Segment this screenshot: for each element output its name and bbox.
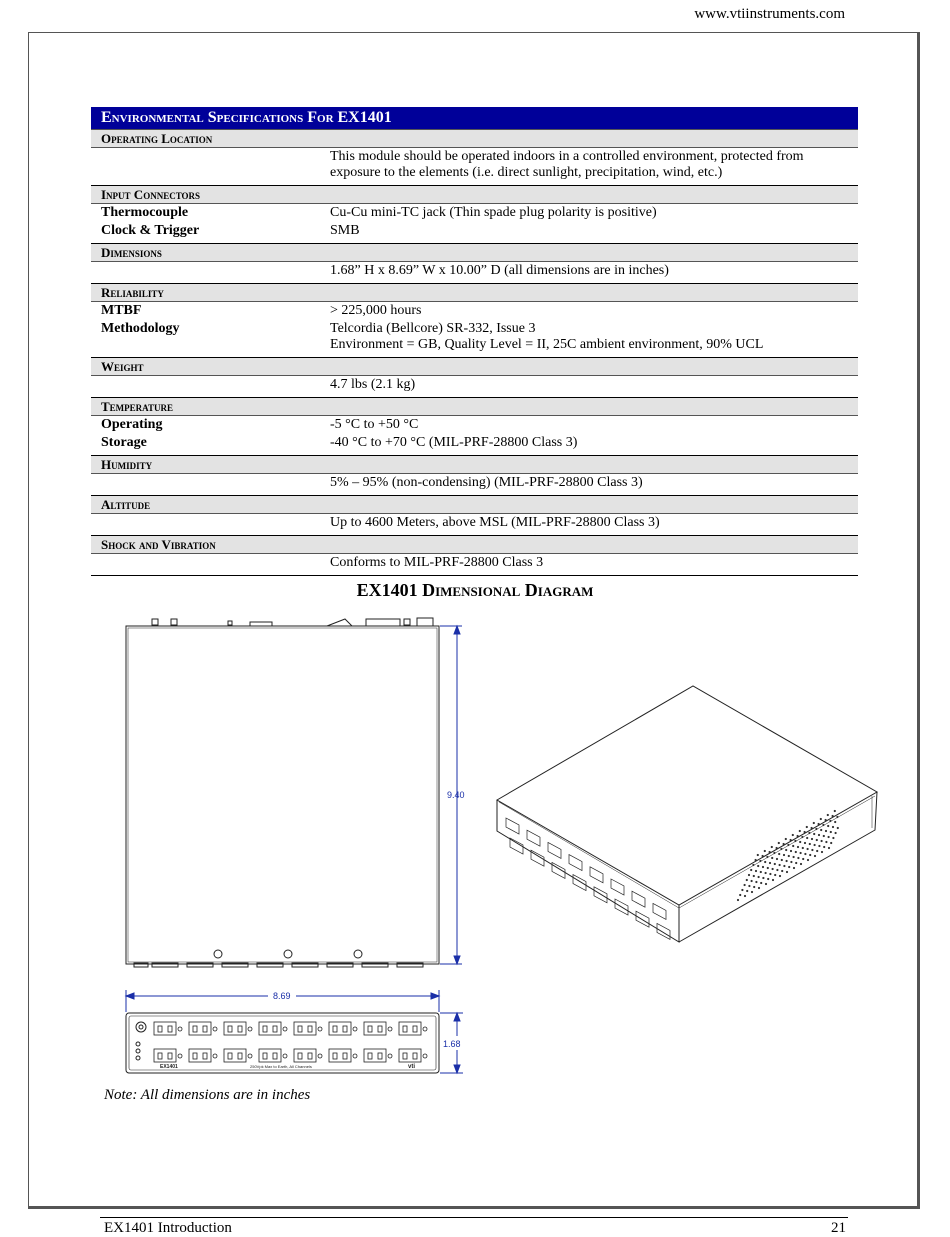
vent-hole bbox=[790, 839, 792, 841]
vent-hole bbox=[806, 837, 808, 839]
vent-hole bbox=[762, 866, 764, 868]
vent-hole bbox=[788, 866, 790, 868]
vent-hole bbox=[755, 881, 757, 883]
vent-hole bbox=[753, 875, 755, 877]
vent-hole bbox=[807, 859, 809, 861]
thermocouple-jack bbox=[329, 1022, 357, 1035]
spec-section-title: Reliability bbox=[91, 284, 858, 302]
vent-hole bbox=[769, 873, 771, 875]
vent-hole bbox=[814, 855, 816, 857]
panel-warning-text: 250Vpk Max to Earth, All Channels bbox=[250, 1064, 312, 1069]
vent-hole bbox=[827, 825, 829, 827]
vent-hole bbox=[790, 861, 792, 863]
vent-hole bbox=[760, 871, 762, 873]
vent-hole bbox=[778, 853, 780, 855]
vent-hole bbox=[797, 846, 799, 848]
thermocouple-jack bbox=[294, 1022, 322, 1035]
spec-value bbox=[318, 320, 858, 358]
spec-table-title: Environmental Specifications For EX1401 bbox=[91, 107, 858, 129]
vent-hole bbox=[829, 820, 831, 822]
vent-hole bbox=[802, 847, 804, 849]
spec-value bbox=[318, 222, 858, 244]
spec-value bbox=[318, 434, 858, 456]
spec-value-line: SMB bbox=[330, 223, 360, 238]
vent-hole bbox=[793, 856, 795, 858]
spec-row bbox=[91, 474, 858, 496]
vent-hole bbox=[815, 828, 817, 830]
vent-hole bbox=[785, 838, 787, 840]
vent-hole bbox=[762, 855, 764, 857]
top-view-outline bbox=[126, 618, 439, 967]
vent-hole bbox=[767, 878, 769, 880]
spec-value-line: Conforms to MIL-PRF-28800 Class 3 bbox=[330, 555, 544, 570]
spec-value-line: This module should be operated indoors in a controlled environment, protected from bbox=[330, 149, 804, 164]
vent-hole bbox=[785, 849, 787, 851]
vent-hole bbox=[832, 815, 834, 817]
panel-brand-text: vti bbox=[408, 1064, 416, 1070]
spec-row bbox=[91, 302, 858, 321]
spec-section-title: Temperature bbox=[91, 398, 858, 416]
vent-hole bbox=[788, 855, 790, 857]
isometric-jack bbox=[527, 830, 540, 846]
vent-hole bbox=[797, 857, 799, 859]
diagram-title: EX1401 Dimensional Diagram bbox=[356, 580, 594, 600]
panel-model-text: EX1401 bbox=[160, 1064, 178, 1070]
vent-hole bbox=[816, 839, 818, 841]
spec-label: Methodology bbox=[91, 320, 318, 358]
vent-hole bbox=[811, 827, 813, 829]
thermocouple-jack bbox=[399, 1049, 427, 1062]
depth-label: 9.40 bbox=[447, 790, 465, 800]
spec-value bbox=[318, 302, 858, 321]
spec-section-header bbox=[91, 244, 858, 262]
vent-hole bbox=[804, 842, 806, 844]
vent-hole bbox=[801, 836, 803, 838]
spec-row bbox=[91, 514, 858, 536]
vent-hole bbox=[781, 870, 783, 872]
spec-value bbox=[318, 474, 858, 496]
thermocouple-jack bbox=[189, 1049, 217, 1062]
spec-label: Clock & Trigger bbox=[91, 222, 318, 244]
vent-hole bbox=[797, 835, 799, 837]
spec-section-title: Dimensions bbox=[91, 244, 858, 262]
spec-value bbox=[318, 416, 858, 435]
vent-hole bbox=[755, 870, 757, 872]
vent-hole bbox=[832, 826, 834, 828]
vent-hole bbox=[811, 838, 813, 840]
vent-hole bbox=[795, 862, 797, 864]
spec-row bbox=[91, 376, 858, 398]
vent-hole bbox=[804, 831, 806, 833]
spec-label: MTBF bbox=[101, 303, 142, 318]
vent-hole bbox=[776, 858, 778, 860]
page-number: 21 bbox=[831, 1220, 846, 1236]
vent-hole bbox=[762, 877, 764, 879]
isometric-jack bbox=[590, 867, 603, 883]
vent-hole bbox=[790, 850, 792, 852]
vent-hole bbox=[837, 827, 839, 829]
vent-hole bbox=[794, 840, 796, 842]
spec-label bbox=[91, 148, 318, 186]
spec-value-line: exposure to the elements (i.e. direct sunlight, precipitation, wind, etc.) bbox=[330, 165, 723, 180]
spec-label: Storage bbox=[91, 434, 318, 456]
spec-table bbox=[91, 129, 858, 576]
vent-hole bbox=[753, 886, 755, 888]
vent-hole bbox=[821, 851, 823, 853]
thermocouple-jack bbox=[224, 1022, 252, 1035]
vent-hole bbox=[820, 818, 822, 820]
vent-hole bbox=[744, 884, 746, 886]
spec-row bbox=[91, 554, 858, 576]
spec-section-title: Humidity bbox=[91, 456, 858, 474]
vent-hole bbox=[800, 863, 802, 865]
spec-value-line: -40 °C to +70 °C (MIL-PRF-28800 Class 3) bbox=[330, 435, 578, 450]
vent-hole bbox=[821, 840, 823, 842]
spec-value-line: Cu-Cu mini-TC jack (Thin spade plug polarity is positive) bbox=[330, 205, 657, 220]
vent-hole bbox=[792, 845, 794, 847]
spec-row bbox=[91, 434, 858, 456]
vent-hole bbox=[802, 858, 804, 860]
isometric-jack bbox=[632, 891, 645, 907]
vent-hole bbox=[793, 867, 795, 869]
vent-hole bbox=[779, 875, 781, 877]
thermocouple-jack bbox=[224, 1049, 252, 1062]
vent-hole bbox=[767, 867, 769, 869]
vent-hole bbox=[760, 882, 762, 884]
vent-hole bbox=[807, 848, 809, 850]
spec-value bbox=[318, 376, 858, 398]
spec-section-title: Altitude bbox=[91, 496, 858, 514]
spec-label bbox=[91, 554, 318, 576]
vent-hole bbox=[776, 847, 778, 849]
spec-value bbox=[318, 204, 858, 223]
spec-section-header bbox=[91, 186, 858, 204]
isometric-jack bbox=[594, 887, 607, 903]
vent-hole bbox=[755, 859, 757, 861]
spec-row bbox=[91, 204, 858, 223]
spec-value-line: 1.68” H x 8.69” W x 10.00” D (all dimensions are in inches) bbox=[330, 263, 669, 278]
vent-hole bbox=[781, 859, 783, 861]
vent-hole bbox=[744, 895, 746, 897]
vent-hole bbox=[757, 865, 759, 867]
spec-section-title: Shock and Vibration bbox=[91, 536, 858, 554]
vent-hole bbox=[746, 879, 748, 881]
vent-hole bbox=[774, 874, 776, 876]
spec-label bbox=[91, 262, 318, 284]
vent-hole bbox=[751, 880, 753, 882]
spec-label bbox=[91, 514, 318, 536]
spec-section-header bbox=[91, 358, 858, 376]
footer-rule bbox=[100, 1217, 848, 1218]
isometric-jack bbox=[506, 818, 519, 834]
vent-hole bbox=[832, 837, 834, 839]
vent-hole bbox=[830, 831, 832, 833]
vent-hole bbox=[827, 814, 829, 816]
vent-hole bbox=[748, 874, 750, 876]
width-label: 8.69 bbox=[273, 991, 291, 1001]
vent-hole bbox=[764, 861, 766, 863]
spec-value-line: Telcordia (Bellcore) SR-332, Issue 3 bbox=[330, 321, 536, 336]
vent-hole bbox=[771, 857, 773, 859]
thermocouple-jack bbox=[364, 1049, 392, 1062]
thermocouple-jack bbox=[259, 1022, 287, 1035]
spec-row bbox=[91, 416, 858, 435]
spec-value-line: -5 °C to +50 °C bbox=[330, 417, 419, 432]
vent-hole bbox=[786, 860, 788, 862]
isometric-jack bbox=[611, 879, 624, 895]
vent-hole bbox=[758, 887, 760, 889]
vent-hole bbox=[766, 856, 768, 858]
isometric-jack bbox=[653, 903, 666, 919]
vent-hole bbox=[811, 849, 813, 851]
vent-hole bbox=[765, 883, 767, 885]
spec-label: Thermocouple bbox=[101, 205, 189, 220]
vent-hole bbox=[823, 835, 825, 837]
vent-hole bbox=[758, 876, 760, 878]
vent-hole bbox=[818, 823, 820, 825]
vent-hole bbox=[834, 821, 836, 823]
spec-section-header bbox=[91, 496, 858, 514]
vent-hole bbox=[741, 889, 743, 891]
vent-hole bbox=[783, 843, 785, 845]
isometric-jack bbox=[569, 855, 582, 871]
vent-hole bbox=[806, 826, 808, 828]
vent-hole bbox=[748, 885, 750, 887]
vent-hole bbox=[759, 860, 761, 862]
spec-value-line: 4.7 lbs (2.1 kg) bbox=[330, 377, 416, 392]
isometric-jack bbox=[573, 875, 586, 891]
isometric-jack bbox=[552, 862, 565, 878]
spec-section-header bbox=[91, 536, 858, 554]
vent-hole bbox=[813, 822, 815, 824]
vent-hole bbox=[825, 819, 827, 821]
spec-section-title: Weight bbox=[91, 358, 858, 376]
spec-section-header bbox=[91, 284, 858, 302]
vent-hole bbox=[750, 869, 752, 871]
vent-hole bbox=[752, 864, 754, 866]
front-panel-jacks bbox=[154, 1022, 427, 1062]
thermocouple-jack bbox=[294, 1049, 322, 1062]
vent-hole bbox=[795, 851, 797, 853]
spec-label bbox=[91, 376, 318, 398]
thermocouple-jack bbox=[364, 1022, 392, 1035]
vent-hole bbox=[737, 899, 739, 901]
vent-hole bbox=[765, 872, 767, 874]
vent-hole bbox=[786, 871, 788, 873]
spec-value-line: 5% – 95% (non-condensing) (MIL-PRF-28800 Class 3) bbox=[330, 475, 643, 490]
spec-row bbox=[91, 320, 858, 358]
vent-hole bbox=[823, 846, 825, 848]
vent-hole bbox=[825, 830, 827, 832]
thermocouple-jack bbox=[189, 1022, 217, 1035]
spec-section-title: Operating Location bbox=[91, 130, 858, 148]
vent-hole bbox=[818, 834, 820, 836]
spec-section-header bbox=[91, 398, 858, 416]
thermocouple-jack bbox=[154, 1022, 182, 1035]
vent-hole bbox=[764, 850, 766, 852]
isometric-jack bbox=[657, 923, 670, 939]
vent-hole bbox=[813, 833, 815, 835]
isometric-vent-holes bbox=[737, 810, 839, 901]
spec-row bbox=[91, 222, 858, 244]
vent-hole bbox=[809, 843, 811, 845]
vent-hole bbox=[774, 863, 776, 865]
vent-hole bbox=[773, 852, 775, 854]
vent-hole bbox=[808, 832, 810, 834]
vent-hole bbox=[772, 879, 774, 881]
vent-hole bbox=[822, 824, 824, 826]
spec-section-header bbox=[91, 456, 858, 474]
spec-section-title: Input Connectors bbox=[91, 186, 858, 204]
spec-row bbox=[91, 262, 858, 284]
vent-hole bbox=[809, 854, 811, 856]
vent-hole bbox=[804, 853, 806, 855]
isometric-view bbox=[497, 686, 877, 942]
spec-label: Operating bbox=[101, 417, 163, 432]
spec-value bbox=[318, 554, 858, 576]
spec-section-header bbox=[91, 130, 858, 148]
vent-hole bbox=[739, 894, 741, 896]
diagram-note: Note: All dimensions are in inches bbox=[104, 1087, 311, 1103]
vent-hole bbox=[769, 851, 771, 853]
vent-hole bbox=[787, 844, 789, 846]
isometric-jack bbox=[548, 842, 561, 858]
vent-hole bbox=[799, 830, 801, 832]
thermocouple-jack bbox=[259, 1049, 287, 1062]
header-url: www.vtiinstruments.com bbox=[694, 6, 845, 22]
vent-hole bbox=[780, 848, 782, 850]
vent-hole bbox=[757, 854, 759, 856]
vent-hole bbox=[828, 847, 830, 849]
spec-value-line: Up to 4600 Meters, above MSL (MIL-PRF-28800 Class 3) bbox=[330, 515, 660, 530]
vent-hole bbox=[769, 862, 771, 864]
vent-hole bbox=[772, 868, 774, 870]
vent-hole bbox=[799, 841, 801, 843]
vent-hole bbox=[830, 842, 832, 844]
vent-hole bbox=[746, 890, 748, 892]
thermocouple-jack bbox=[154, 1049, 182, 1062]
vent-hole bbox=[814, 844, 816, 846]
vent-hole bbox=[751, 891, 753, 893]
vent-hole bbox=[783, 854, 785, 856]
vent-hole bbox=[816, 850, 818, 852]
vent-hole bbox=[835, 832, 837, 834]
height-label: 1.68 bbox=[443, 1039, 461, 1049]
spec-value-line: > 225,000 hours bbox=[330, 303, 422, 318]
spec-value bbox=[318, 262, 858, 284]
vent-hole bbox=[834, 810, 836, 812]
vent-hole bbox=[771, 846, 773, 848]
spec-label bbox=[91, 474, 318, 496]
spec-value-line: Environment = GB, Quality Level = II, 25C ambient environment, 90% UCL bbox=[330, 337, 764, 352]
spec-row bbox=[91, 148, 858, 186]
vent-hole bbox=[783, 865, 785, 867]
footer-title: EX1401 Introduction bbox=[104, 1220, 232, 1236]
vent-hole bbox=[792, 834, 794, 836]
spec-value bbox=[318, 148, 858, 186]
thermocouple-jack bbox=[399, 1022, 427, 1035]
vent-hole bbox=[836, 816, 838, 818]
vent-hole bbox=[820, 829, 822, 831]
vent-hole bbox=[778, 842, 780, 844]
vent-hole bbox=[779, 864, 781, 866]
vent-hole bbox=[818, 845, 820, 847]
thermocouple-jack bbox=[329, 1049, 357, 1062]
dimensional-diagram bbox=[0, 600, 950, 1080]
vent-hole bbox=[828, 836, 830, 838]
vent-hole bbox=[800, 852, 802, 854]
vent-hole bbox=[776, 869, 778, 871]
spec-value bbox=[318, 514, 858, 536]
vent-hole bbox=[825, 841, 827, 843]
